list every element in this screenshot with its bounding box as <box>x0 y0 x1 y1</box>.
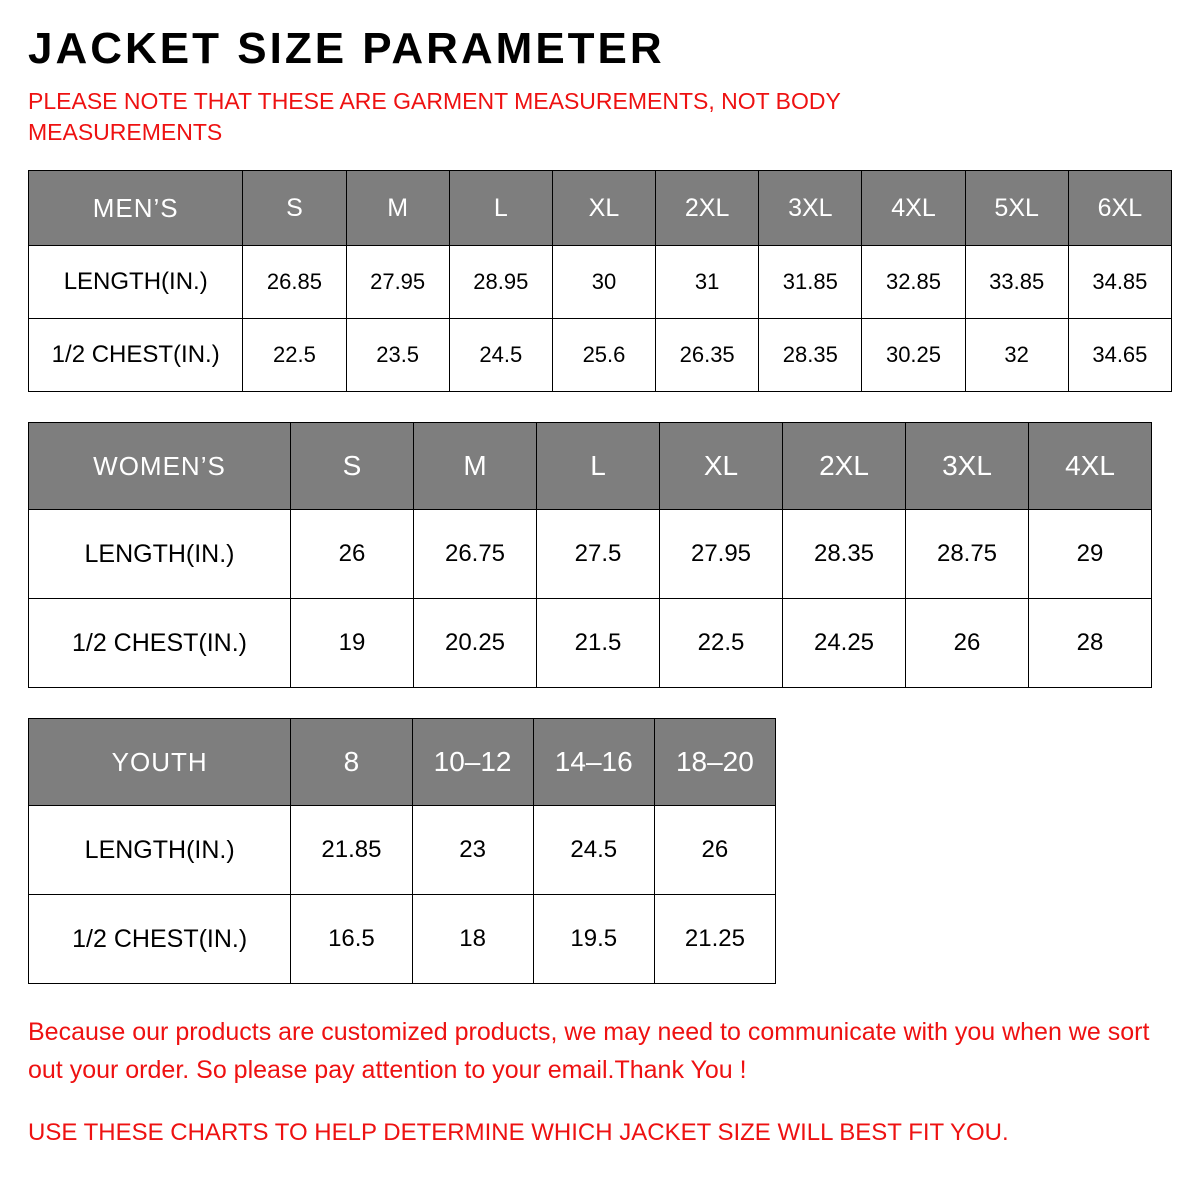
table-cell: 26.35 <box>656 319 759 392</box>
row-label: 1/2 CHEST(IN.) <box>29 319 243 392</box>
table-cell: 28 <box>1029 599 1152 688</box>
table-cell: 34.65 <box>1068 319 1171 392</box>
row-label: 1/2 CHEST(IN.) <box>29 895 291 984</box>
table-cell: 26 <box>906 599 1029 688</box>
mens-size-table <box>28 170 1172 392</box>
column-header: S <box>291 423 414 510</box>
table-cell: 27.95 <box>660 510 783 599</box>
column-header: L <box>537 423 660 510</box>
table-cell: 24.25 <box>783 599 906 688</box>
youth-size-table <box>28 718 776 984</box>
table-cell: 29 <box>1029 510 1152 599</box>
table-cell: 21.85 <box>291 806 412 895</box>
table-cell: 28.35 <box>759 319 862 392</box>
table-cell: 30.25 <box>862 319 965 392</box>
table-row <box>29 599 1152 688</box>
column-header: M <box>346 171 449 246</box>
column-header: 6XL <box>1068 171 1171 246</box>
table-cell: 19.5 <box>533 895 654 984</box>
row-label: LENGTH(IN.) <box>29 806 291 895</box>
column-header: XL <box>660 423 783 510</box>
table-cell: 33.85 <box>965 246 1068 319</box>
table-cell: 20.25 <box>414 599 537 688</box>
table-row <box>29 246 1172 319</box>
table-cell: 22.5 <box>243 319 346 392</box>
footer-note-customized: Because our products are customized products, we may need to communicate with you when we sort out your order. So please pay attention to your email.Thank You ! <box>28 1018 1150 1084</box>
column-header: YOUTH <box>29 719 291 806</box>
table-cell: 31.85 <box>759 246 862 319</box>
column-header: 8 <box>291 719 412 806</box>
table-cell: 27.5 <box>537 510 660 599</box>
column-header: MEN’S <box>29 171 243 246</box>
table-cell: 34.85 <box>1068 246 1171 319</box>
table-row <box>29 806 776 895</box>
table-cell: 24.5 <box>533 806 654 895</box>
column-header: 14–16 <box>533 719 654 806</box>
column-header: 2XL <box>656 171 759 246</box>
table-cell: 27.95 <box>346 246 449 319</box>
page-title: JACKET SIZE PARAMETER <box>28 24 665 73</box>
table-cell: 23.5 <box>346 319 449 392</box>
table-row <box>29 510 1152 599</box>
table-cell: 26.75 <box>414 510 537 599</box>
table-cell: 28.35 <box>783 510 906 599</box>
column-header: 18–20 <box>654 719 775 806</box>
column-header: 4XL <box>1029 423 1152 510</box>
column-header: XL <box>552 171 655 246</box>
table-cell: 22.5 <box>660 599 783 688</box>
table-cell: 21.5 <box>537 599 660 688</box>
table-cell: 24.5 <box>449 319 552 392</box>
column-header: 3XL <box>759 171 862 246</box>
column-header: L <box>449 171 552 246</box>
table-cell: 31 <box>656 246 759 319</box>
column-header: 4XL <box>862 171 965 246</box>
table-cell: 30 <box>552 246 655 319</box>
table-cell: 18 <box>412 895 533 984</box>
measurement-note: PLEASE NOTE THAT THESE ARE GARMENT MEASUREMENTS, NOT BODY MEASUREMENTS <box>28 88 841 146</box>
column-header: 10–12 <box>412 719 533 806</box>
table-cell: 28.75 <box>906 510 1029 599</box>
column-header: 5XL <box>965 171 1068 246</box>
table-cell: 32 <box>965 319 1068 392</box>
womens-size-table <box>28 422 1152 688</box>
column-header: WOMEN’S <box>29 423 291 510</box>
table-header-row <box>29 423 1152 510</box>
row-label: LENGTH(IN.) <box>29 246 243 319</box>
table-cell: 28.95 <box>449 246 552 319</box>
table-cell: 16.5 <box>291 895 412 984</box>
table-cell: 21.25 <box>654 895 775 984</box>
table-cell: 26 <box>291 510 414 599</box>
table-row <box>29 319 1172 392</box>
table-cell: 23 <box>412 806 533 895</box>
footer-note-charts: USE THESE CHARTS TO HELP DETERMINE WHICH JACKET SIZE WILL BEST FIT YOU. <box>28 1119 1009 1147</box>
column-header: M <box>414 423 537 510</box>
row-label: 1/2 CHEST(IN.) <box>29 599 291 688</box>
table-cell: 26.85 <box>243 246 346 319</box>
row-label: LENGTH(IN.) <box>29 510 291 599</box>
table-header-row <box>29 719 776 806</box>
table-cell: 19 <box>291 599 414 688</box>
table-cell: 32.85 <box>862 246 965 319</box>
table-cell: 26 <box>654 806 775 895</box>
column-header: 2XL <box>783 423 906 510</box>
table-row <box>29 895 776 984</box>
table-header-row <box>29 171 1172 246</box>
column-header: 3XL <box>906 423 1029 510</box>
column-header: S <box>243 171 346 246</box>
table-cell: 25.6 <box>552 319 655 392</box>
